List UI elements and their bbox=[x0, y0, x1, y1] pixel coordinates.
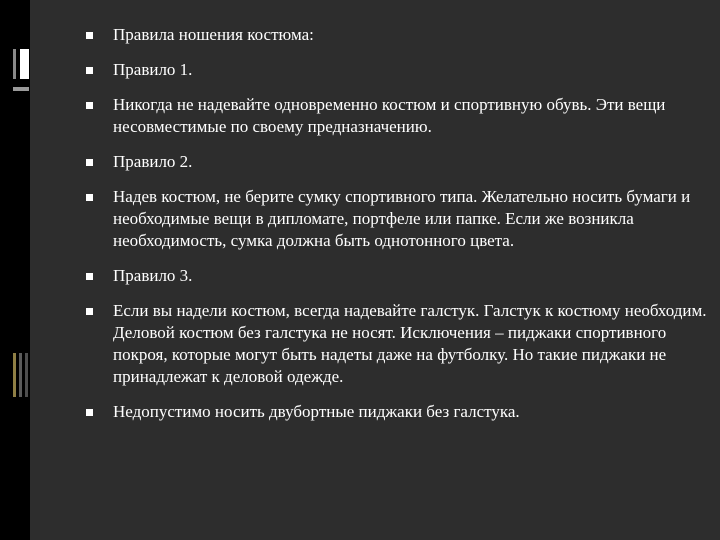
accent-bar-lower-gray bbox=[19, 353, 22, 397]
square-bullet-icon bbox=[86, 102, 93, 109]
square-bullet-icon bbox=[86, 32, 93, 39]
list-item bbox=[86, 24, 716, 46]
list-item bbox=[86, 59, 716, 81]
accent-bar-top-underline bbox=[13, 87, 29, 91]
list-item-text: Правило 2. bbox=[113, 152, 193, 171]
list-item bbox=[86, 401, 716, 423]
list-item-text: Если вы надели костюм, всегда надевайте галстук. Галстук к костюму необходим. Деловой костюм без галстука не носят. Исключения – пиджаки спортивного покроя, которые могут быть надеты даже на футболку. Но такие пиджаки не принадлежат к деловой одежде. bbox=[113, 301, 707, 386]
list-item-text: Правило 1. bbox=[113, 60, 193, 79]
list-item-text: Надев костюм, не берите сумку спортивного типа. Желательно носить бумаги и необходимые вещи в дипломате, портфеле или папке. Если же возникла необходимость, сумка должна быть однотонного цвета. bbox=[113, 187, 691, 250]
list-item-text: Недопустимо носить двубортные пиджаки без галстука. bbox=[113, 402, 520, 421]
accent-bar-top-left bbox=[13, 49, 16, 79]
list-item-text: Правило 3. bbox=[113, 266, 193, 285]
square-bullet-icon bbox=[86, 308, 93, 315]
list-item bbox=[86, 94, 716, 138]
list-item bbox=[86, 300, 716, 388]
square-bullet-icon bbox=[86, 194, 93, 201]
list-item-text: Правила ношения костюма: bbox=[113, 25, 314, 44]
list-item bbox=[86, 151, 716, 173]
list-item bbox=[86, 265, 716, 287]
bullet-list bbox=[86, 24, 716, 436]
square-bullet-icon bbox=[86, 67, 93, 74]
accent-bar-lower-gold bbox=[13, 353, 16, 397]
square-bullet-icon bbox=[86, 159, 93, 166]
square-bullet-icon bbox=[86, 409, 93, 416]
list-item bbox=[86, 186, 716, 252]
list-item-text: Никогда не надевайте одновременно костюм и спортивную обувь. Эти вещи несовместимые по своему предназначению. bbox=[113, 95, 666, 136]
square-bullet-icon bbox=[86, 273, 93, 280]
accent-bar-lower-dark bbox=[25, 353, 28, 397]
accent-bar-top-white bbox=[20, 49, 29, 79]
slide-content-area bbox=[30, 0, 720, 540]
